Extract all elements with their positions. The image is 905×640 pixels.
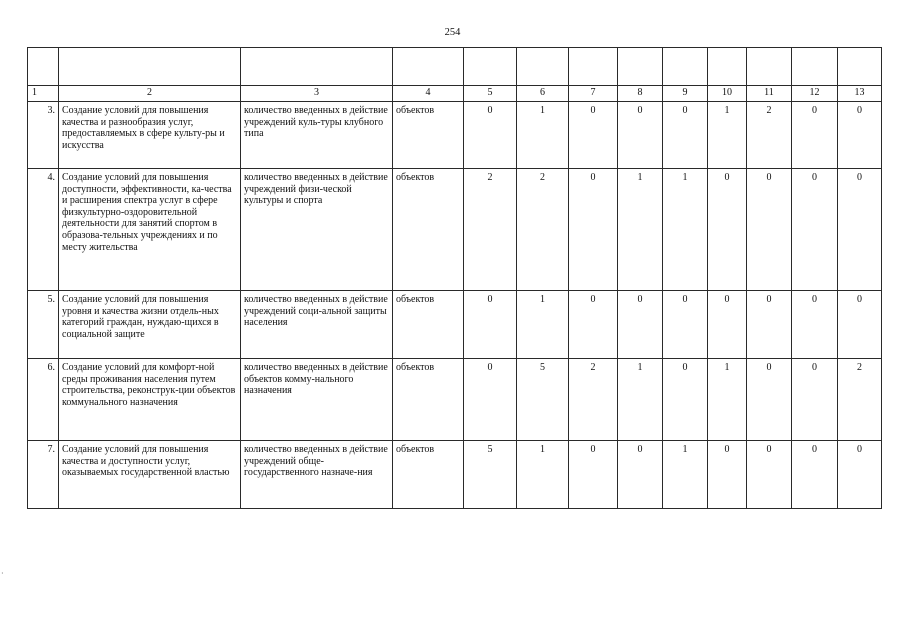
data-table (27, 47, 882, 509)
header-cell (663, 48, 708, 86)
unit-cell: объектов (393, 359, 464, 441)
goal-cell: Создание условий для повышения доступности, эффективности, ка-чества и расширения спектра услуг в сфере физкультурно-оздоровительной деятельности для занятий спортом в образова-тельных учреждениях и по месту жительства (59, 169, 241, 291)
table-row (28, 169, 882, 291)
value-cell: 0 (569, 291, 618, 359)
value-cell: 0 (838, 441, 882, 509)
value-cell: 0 (618, 441, 663, 509)
value-cell: 0 (792, 291, 838, 359)
goal-cell: Создание условий для повышения качества и разнообразия услуг, предоставляемых в сфере культу-ры и искусства (59, 102, 241, 169)
value-cell: 2 (464, 169, 517, 291)
unit-cell: объектов (393, 441, 464, 509)
column-number: 5 (464, 86, 517, 102)
indicator-cell: количество введенных в действие учреждений соци-альной защиты населения (241, 291, 393, 359)
column-number-row (28, 86, 882, 102)
row-number: 7. (28, 441, 59, 509)
indicator-cell: количество введенных в действие учреждений физи-ческой культуры и спорта (241, 169, 393, 291)
table-row (28, 359, 882, 441)
column-number: 6 (517, 86, 569, 102)
value-cell: 1 (663, 169, 708, 291)
table-row (28, 102, 882, 169)
page-number: 254 (444, 27, 461, 38)
header-cell (28, 48, 59, 86)
indicator-cell: количество введенных в действие учреждений куль-туры клубного типа (241, 102, 393, 169)
value-cell: 0 (618, 102, 663, 169)
unit-cell: объектов (393, 291, 464, 359)
column-number: 13 (838, 86, 882, 102)
goal-cell: Создание условий для повышения качества и доступности услуг, оказываемых государственной властью (59, 441, 241, 509)
value-cell: 0 (708, 441, 747, 509)
header-cell (618, 48, 663, 86)
column-number: 3 (241, 86, 393, 102)
value-cell: 0 (708, 291, 747, 359)
header-blank-row (28, 48, 882, 86)
value-cell: 0 (663, 102, 708, 169)
header-cell (59, 48, 241, 86)
goal-cell: Создание условий для комфорт-ной среды проживания населения путем строительства, реконструк-ции объектов коммунального назначения (59, 359, 241, 441)
indicator-cell: количество введенных в действие объектов комму-нального назначения (241, 359, 393, 441)
value-cell: 1 (618, 169, 663, 291)
header-cell (393, 48, 464, 86)
value-cell: 2 (838, 359, 882, 441)
value-cell: 2 (569, 359, 618, 441)
header-cell (517, 48, 569, 86)
header-cell (464, 48, 517, 86)
value-cell: 5 (517, 359, 569, 441)
column-number: 11 (747, 86, 792, 102)
value-cell: 0 (747, 359, 792, 441)
value-cell: 1 (708, 102, 747, 169)
table-row (28, 291, 882, 359)
unit-cell: объектов (393, 169, 464, 291)
value-cell: 0 (663, 291, 708, 359)
value-cell: 1 (517, 441, 569, 509)
row-number: 4. (28, 169, 59, 291)
goal-cell: Создание условий для повышения уровня и качества жизни отдель-ных категорий граждан, нуждаю-щихся в социальной защите (59, 291, 241, 359)
header-cell (838, 48, 882, 86)
value-cell: 1 (663, 441, 708, 509)
value-cell: 0 (708, 169, 747, 291)
table-row (28, 441, 882, 509)
value-cell: 1 (708, 359, 747, 441)
value-cell: 0 (792, 359, 838, 441)
value-cell: 0 (747, 441, 792, 509)
value-cell: 0 (464, 102, 517, 169)
value-cell: 0 (618, 291, 663, 359)
row-number: 3. (28, 102, 59, 169)
column-number: 7 (569, 86, 618, 102)
value-cell: 0 (569, 441, 618, 509)
value-cell: 0 (838, 291, 882, 359)
column-number: 10 (708, 86, 747, 102)
column-number: 9 (663, 86, 708, 102)
header-cell (747, 48, 792, 86)
value-cell: 5 (464, 441, 517, 509)
header-cell (708, 48, 747, 86)
value-cell: 0 (464, 291, 517, 359)
indicator-cell: количество введенных в действие учреждений обще-государственного назначе-ния (241, 441, 393, 509)
header-cell (792, 48, 838, 86)
value-cell: 1 (517, 291, 569, 359)
column-number: 12 (792, 86, 838, 102)
row-number: 5. (28, 291, 59, 359)
value-cell: 0 (569, 169, 618, 291)
value-cell: 1 (618, 359, 663, 441)
value-cell: 2 (517, 169, 569, 291)
value-cell: 1 (517, 102, 569, 169)
value-cell: 0 (838, 169, 882, 291)
value-cell: 0 (747, 169, 792, 291)
value-cell: 0 (792, 169, 838, 291)
value-cell: 0 (663, 359, 708, 441)
value-cell: 0 (747, 291, 792, 359)
column-number: 1 (28, 86, 59, 102)
column-number: 8 (618, 86, 663, 102)
column-number: 4 (393, 86, 464, 102)
header-cell (569, 48, 618, 86)
value-cell: 0 (838, 102, 882, 169)
value-cell: 0 (792, 102, 838, 169)
value-cell: 0 (792, 441, 838, 509)
value-cell: 0 (464, 359, 517, 441)
header-cell (241, 48, 393, 86)
value-cell: 0 (569, 102, 618, 169)
column-number: 2 (59, 86, 241, 102)
unit-cell: объектов (393, 102, 464, 169)
value-cell: 2 (747, 102, 792, 169)
row-number: 6. (28, 359, 59, 441)
margin-mark: · (1, 569, 4, 578)
